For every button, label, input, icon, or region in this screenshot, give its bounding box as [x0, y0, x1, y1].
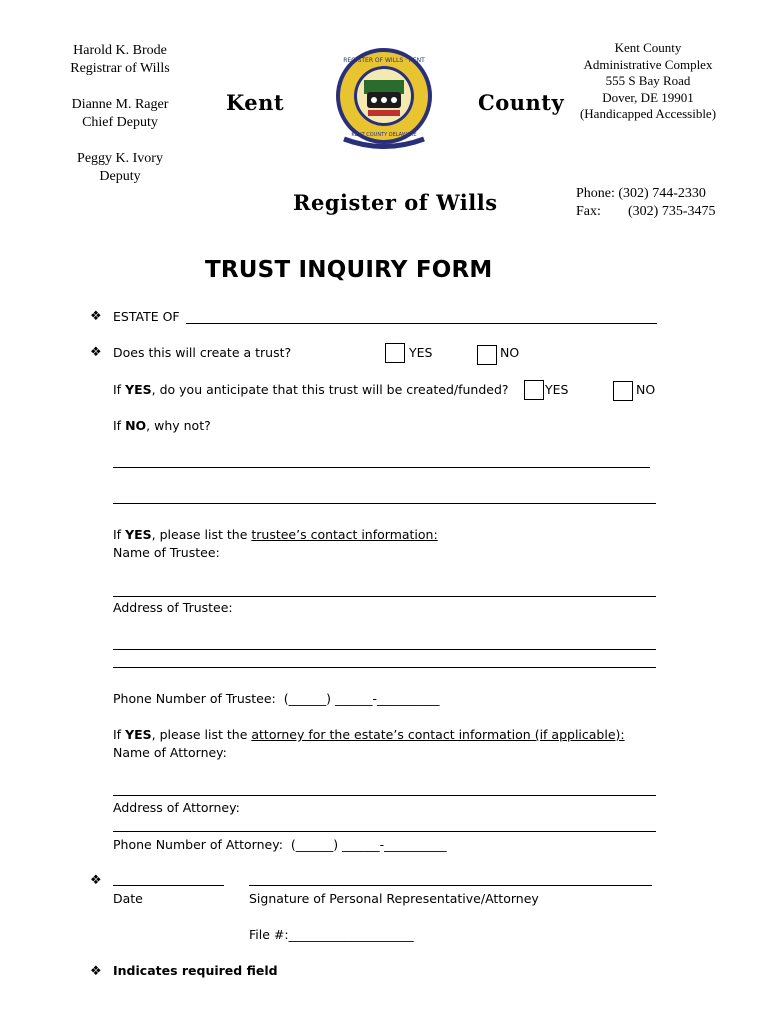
trustee-contact-heading: trustee’s contact information:	[251, 527, 438, 542]
required-diamond-icon: ❖	[90, 964, 102, 979]
attorney-if: If	[113, 727, 126, 742]
form-title: TRUST INQUIRY FORM	[205, 257, 493, 283]
seal-ring-bottom: KENT COUNTY DELAWARE	[351, 132, 417, 138]
county-seal-icon	[334, 44, 434, 150]
create-trust-yes-checkbox[interactable]	[385, 343, 405, 363]
q2-yes-emphasis: YES	[125, 382, 152, 397]
attorney-phone-row	[113, 837, 447, 852]
trustee-if: If	[113, 527, 126, 542]
q2-rest: , do you anticipate that this trust will be created/funded?	[151, 382, 509, 397]
trustee-name-label: Name of Trustee:	[113, 545, 220, 560]
attorney-address-label: Address of Attorney:	[113, 800, 240, 815]
attorney-mid: , please list the	[151, 727, 252, 742]
office-address	[562, 40, 734, 123]
funded-yes-label: YES	[545, 382, 569, 397]
attorney-address-field[interactable]	[113, 831, 656, 832]
deputy-name: Peggy K. Ivory	[77, 151, 163, 166]
trustee-address-line-1[interactable]	[113, 649, 656, 650]
q3-if: If	[113, 418, 126, 433]
address-line: Dover, DE 19901	[602, 89, 694, 105]
registrar-title: Registrar of Wills	[70, 61, 170, 76]
header-title-kent: Kent	[226, 90, 285, 115]
create-trust-question: Does this will create a trust?	[113, 345, 292, 360]
signature-field[interactable]	[249, 885, 652, 886]
address-line: Administrative Complex	[583, 56, 713, 72]
attorney-contact-heading: attorney for the estate’s contact information (if applicable):	[251, 727, 625, 742]
signature-label: Signature of Personal Representative/Attorney	[249, 891, 539, 906]
address-line: Kent County	[614, 40, 682, 55]
funded-no-checkbox[interactable]	[613, 381, 633, 401]
required-diamond-icon: ❖	[90, 345, 102, 360]
estate-of-label: ESTATE OF	[113, 309, 180, 324]
file-number-row	[249, 927, 414, 942]
trustee-yes-emphasis: YES	[125, 527, 152, 542]
q3-rest: , why not?	[146, 418, 211, 433]
trustee-phone-label: Phone Number of Trustee:	[113, 691, 276, 706]
registrar-name: Harold K. Brode	[73, 43, 167, 58]
contact-numbers	[576, 185, 716, 221]
trustee-instructions	[113, 527, 438, 542]
fax-number: (302) 735-3475	[628, 204, 716, 219]
funded-question	[113, 382, 509, 397]
create-trust-no-label: NO	[500, 345, 520, 360]
chief-deputy-name: Dianne M. Rager	[71, 97, 169, 112]
estate-of-field[interactable]	[186, 323, 657, 324]
header-subtitle: Register of Wills	[293, 190, 498, 215]
funded-yes-checkbox[interactable]	[524, 380, 544, 400]
date-field[interactable]	[113, 885, 224, 886]
file-number-field[interactable]: ____________________	[288, 927, 414, 942]
why-not-line-2[interactable]	[113, 503, 656, 504]
deputy-title: Deputy	[99, 169, 141, 184]
q3-no-emphasis: NO	[125, 418, 147, 433]
date-label: Date	[113, 891, 143, 906]
trustee-mid: , please list the	[151, 527, 252, 542]
officials-list	[50, 42, 190, 186]
trustee-address-label: Address of Trustee:	[113, 600, 233, 615]
trustee-name-field[interactable]	[113, 596, 656, 597]
required-diamond-icon: ❖	[90, 309, 102, 324]
attorney-phone-label: Phone Number of Attorney:	[113, 837, 283, 852]
address-line: 555 S Bay Road	[605, 73, 691, 88]
file-number-label: File #:	[249, 927, 289, 942]
header-title-county: County	[478, 90, 565, 115]
trustee-phone-field[interactable]: (______) ______-__________	[283, 691, 440, 706]
required-diamond-icon: ❖	[90, 873, 102, 888]
attorney-name-label: Name of Attorney:	[113, 745, 227, 760]
why-not-question	[113, 418, 211, 433]
q2-if: If	[113, 382, 126, 397]
address-line: (Handicapped Accessible)	[579, 106, 717, 121]
seal-ring-top: REGISTER OF WILLS · KENT	[343, 57, 425, 64]
fax-label: Fax:	[576, 204, 601, 219]
attorney-name-field[interactable]	[113, 795, 656, 796]
trustee-address-line-2[interactable]	[113, 667, 656, 668]
create-trust-no-checkbox[interactable]	[477, 345, 497, 365]
phone-label: Phone:	[576, 186, 615, 201]
attorney-phone-field[interactable]: (______) ______-__________	[290, 837, 447, 852]
attorney-instructions	[113, 727, 625, 742]
trustee-phone-row	[113, 691, 439, 706]
funded-no-label: NO	[636, 382, 656, 397]
chief-deputy-title: Chief Deputy	[82, 115, 158, 130]
attorney-yes-emphasis: YES	[125, 727, 152, 742]
phone-number: (302) 744-2330	[618, 186, 706, 201]
create-trust-yes-label: YES	[409, 345, 433, 360]
why-not-line-1[interactable]	[113, 467, 650, 468]
required-field-note: Indicates required field	[113, 963, 278, 978]
